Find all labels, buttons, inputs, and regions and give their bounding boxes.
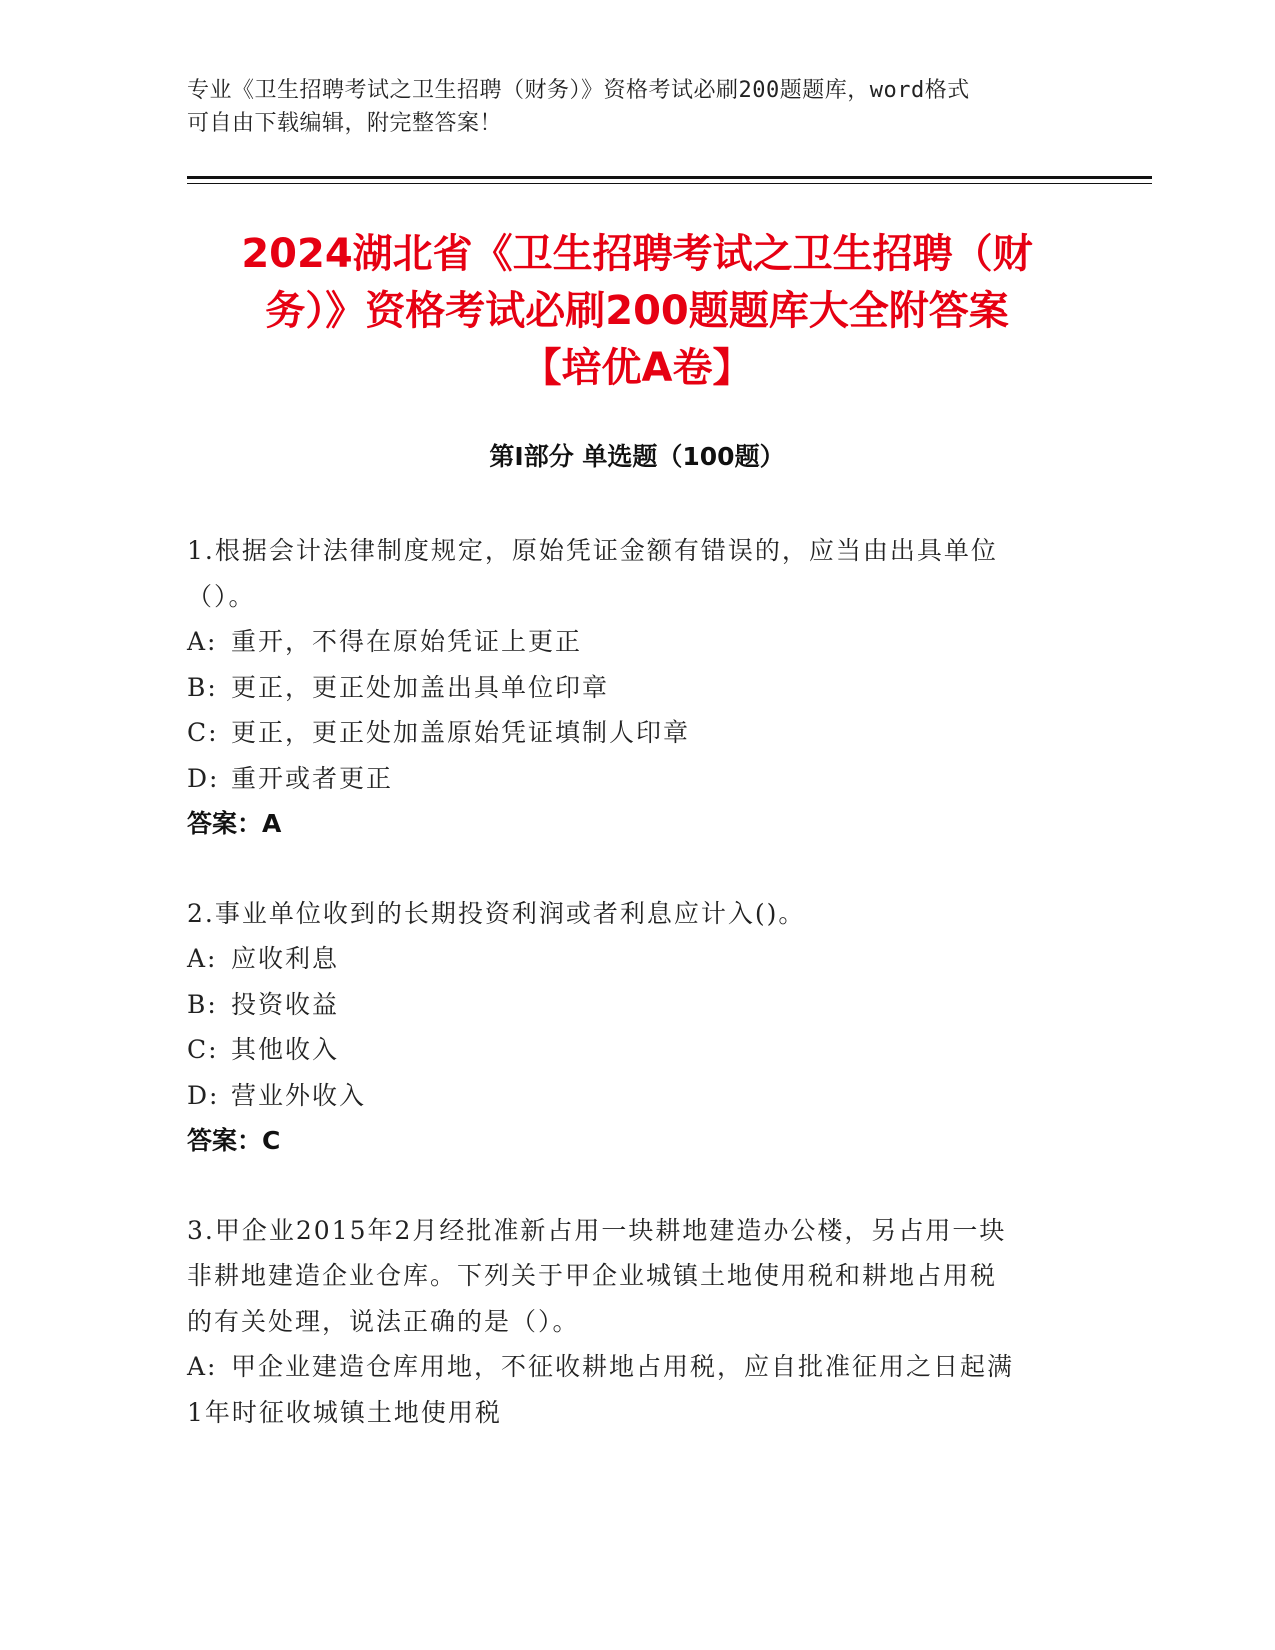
- header-note: [187, 74, 1087, 140]
- option-text: 重开或者更正: [231, 763, 394, 793]
- question-stem-line: 3.甲企业2015年2月经批准新占用一块耕地建造办公楼，另占用一块: [187, 1215, 1007, 1245]
- document-title-line-2: 务）》资格考试必刷200题题库大全附答案: [265, 288, 1009, 334]
- question-stem: [187, 528, 1087, 619]
- option-text: 应收利息: [231, 944, 340, 973]
- document-title: [187, 226, 1087, 397]
- option-b: [187, 982, 1087, 1028]
- option-text: 甲企业建造仓库用地，不征收耕地占用税，应自批准征用之日起满: [231, 1352, 1015, 1381]
- question-stem-line: 的有关处理，说法正确的是（）。: [187, 1306, 580, 1336]
- option-text: 投资收益: [231, 989, 340, 1019]
- option-letter: C:: [187, 718, 219, 747]
- option-letter: B:: [187, 989, 218, 1019]
- question-2: [187, 891, 1087, 1164]
- option-text: 重开，不得在原始凭证上更正: [231, 627, 583, 656]
- section-title: 第Ⅰ部分 单选题（100题）: [489, 442, 785, 471]
- option-a-continued: [187, 1390, 1087, 1436]
- option-c: [187, 1027, 1087, 1073]
- option-d: [187, 756, 1087, 802]
- option-letter: A:: [187, 944, 218, 973]
- question-stem-line: 1.根据会计法律制度规定，原始凭证金额有错误的，应当由出具单位: [187, 536, 998, 565]
- option-a: [187, 1344, 1087, 1390]
- answer-label: 答案：A: [187, 809, 282, 838]
- header-note-line-2: 可自由下载编辑，附完整答案！: [187, 111, 503, 136]
- question-1: [187, 528, 1087, 847]
- option-letter: D:: [187, 1080, 220, 1110]
- option-letter: D:: [187, 763, 220, 793]
- question-stem-line: 非耕地建造企业仓库。下列关于甲企业城镇土地使用税和耕地占用税: [187, 1261, 998, 1290]
- question-3: [187, 1208, 1087, 1436]
- question-stem: [187, 1208, 1087, 1345]
- option-text: 更正，更正处加盖原始凭证填制人印章: [231, 718, 691, 747]
- header-rule-thick: [187, 176, 1152, 179]
- option-text: 1年时征收城镇土地使用税: [187, 1397, 502, 1427]
- option-c: [187, 710, 1087, 756]
- option-letter: A:: [187, 1352, 218, 1381]
- option-a: [187, 619, 1087, 665]
- document-title-line-3: 【培优A卷】: [521, 345, 753, 391]
- option-text: 营业外收入: [231, 1080, 367, 1110]
- option-letter: B:: [187, 672, 218, 702]
- option-letter: A:: [187, 627, 218, 656]
- question-list: [187, 528, 1087, 1479]
- option-letter: C:: [187, 1035, 219, 1064]
- header-rule-thin: [187, 183, 1152, 184]
- option-b: [187, 665, 1087, 711]
- document-title-line-1: 2024湖北省《卫生招聘考试之卫生招聘（财: [241, 231, 1033, 277]
- question-stem: [187, 891, 1087, 937]
- answer-label: 答案：C: [187, 1126, 281, 1155]
- option-text: 其他收入: [231, 1035, 340, 1064]
- header-note-line-1: 专业《卫生招聘考试之卫生招聘（财务）》资格考试必刷200题题库，word格式: [187, 78, 970, 103]
- option-a: [187, 936, 1087, 982]
- option-d: [187, 1073, 1087, 1119]
- option-text: 更正，更正处加盖出具单位印章: [231, 672, 610, 702]
- question-stem-line: （）。: [187, 581, 256, 611]
- question-stem-line: 2.事业单位收到的长期投资利润或者利息应计入()。: [187, 898, 806, 928]
